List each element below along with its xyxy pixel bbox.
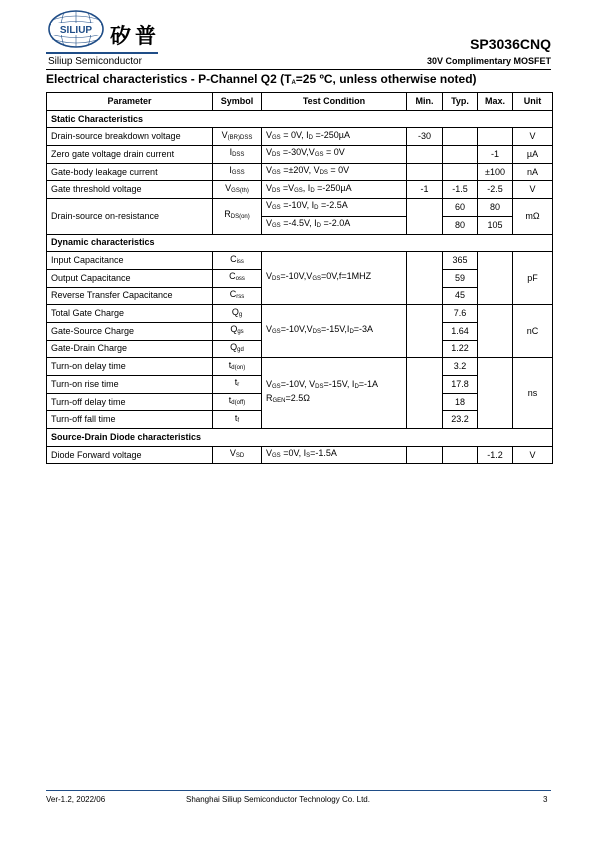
header-unit: Unit [513,93,553,111]
table-row: Drain-source breakdown voltage $V_{(BR)DSS}$ $V_{GS} = 0V$, $I_D =-250\mu A$ -30 V [47,128,553,146]
footer-page-number: 3 [543,795,548,804]
table-row: Gate-Source Charge $Q_{gs}$ 1.64 [47,322,553,340]
header-typ: Typ. [443,93,478,111]
table-row: Zero gate voltage drain current $I_{DSS}$ $V_{DS} =-30V,V_{GS} = 0V$ -1 µA [47,146,553,164]
table-row: Reverse Transfer Capacitance $C_{rss}$ 45 [47,287,553,305]
header-parameter: Parameter [47,93,213,111]
header-max: Max. [478,93,513,111]
table-row: Diode Forward voltage $V_{SD}$ $V_{GS} =0V$, $I_S=-1.5A$ -1.2 V [47,446,553,464]
section-row-diode: Source-Drain Diode characteristics [47,429,553,447]
table-row: Total Gate Charge $Q_g$ $V_{GS}=-10V,V_{DS}=-15V,I_D=-3A$ 7.6 nC [47,305,553,323]
table-row: Drain-source on-resistance $R_{DS(on)}$ $V_{GS} =-10V$, $I_D =-2.5A$ 60 80 mΩ [47,199,553,217]
section-row-static: Static Characteristics [47,110,553,128]
logo-chinese-text: 矽普 [110,24,160,48]
part-number: SP3036CNQ [470,36,551,52]
table-row: Turn-off delay time $t_{d(off)}$ 18 [47,393,553,411]
table-row: Turn-off fall time $t_f$ 23.2 [47,411,553,429]
company-name: Siliup Semiconductor [48,56,142,67]
section-row-dynamic: Dynamic characteristics [47,234,553,252]
header-min: Min. [407,93,443,111]
table-row: Gate-Drain Charge $Q_{gd}$ 1.22 [47,340,553,358]
table-row: Turn-on delay time $t_{d(on)}$ $V_{GS}=-10V$, $V_{DS}=-15V$, $I_D=-1A$ $R_{GEN}=2.5\Omega$ 3.2 ns [47,358,553,376]
header-divider [46,69,551,70]
svg-text:SILIUP: SILIUP [59,25,93,36]
footer-company: Shanghai Siliup Semiconductor Technology Co. Ltd. [186,795,370,804]
electrical-characteristics-table [46,92,553,464]
table-row: Gate threshold voltage $V_{GS(th)}$ $V_{DS} =V_{GS}$, $I_D =-250\mu A$ -1 -1.5 -2.5 V [47,181,553,199]
table-header-row [47,93,553,111]
footer-version: Ver-1.2, 2022/06 [46,795,106,804]
header-test-condition: Test Condition [262,93,407,111]
table-row: $V_{GS} =-4.5V$, $I_D =-2.0A$ 80 105 [47,216,553,234]
header-rule [46,52,158,54]
page-header [46,8,551,70]
table-row: Turn-on rise time $t_r$ 17.8 [47,376,553,394]
siliup-logo [48,10,104,48]
footer-rule [46,790,551,791]
header-symbol: Symbol [213,93,262,111]
part-subtitle: 30V Complimentary MOSFET [426,56,551,66]
table-row: Output Capacitance $C_{oss}$ 59 [47,269,553,287]
section-title: Electrical characteristics - P-Channel Q2 ($T_A=25$ ºC, unless otherwise noted) [46,72,477,86]
table-row: Gate-body leakage current $I_{GSS}$ $V_{GS} =\pm 20V$, $V_{DS} = 0V$ ±100 nA [47,163,553,181]
table-row: Input Capacitance $C_{iss}$ $V_{DS}=-10V,V_{GS}=0V,f=1MHZ$ 365 pF [47,252,553,270]
